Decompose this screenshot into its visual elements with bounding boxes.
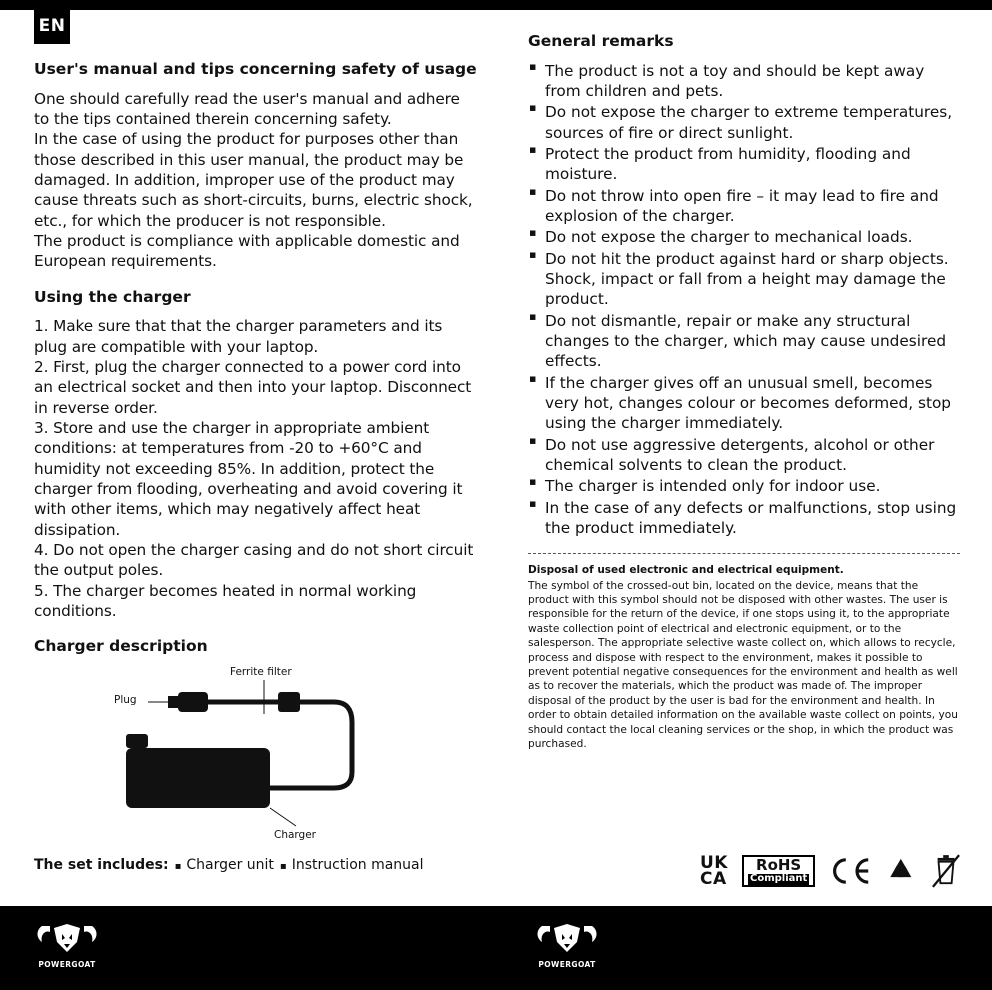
list-item: ▪ In the case of any defects or malfunctions, stop using the product immediately. [528,498,960,539]
using-step: 4. Do not open the charger casing and do not short circuit the output poles. [34,541,474,580]
list-item: ▪ Do not dismantle, repair or make any structural changes to the charger, which may cause undesired effects. [528,311,960,372]
ukca-line-1: UK [700,852,728,873]
general-remarks-list [528,61,960,539]
certification-marks [700,845,960,897]
disposal-text: The symbol of the crossed-out bin, located on the device, means that the product with this symbol should not be disposed with other wastes. The user is responsible for the return of the device, if one stops using it, to the appropriate waste collection point of electrical and electronic equipment, or to the salesperson. The appropriate selective waste collect on, which allows to recycle, process and dispose with respect to the environment, makes it possible to prevent potential negative consequences for the environment and health as well as to recover the materials, which the product was made of. The improper disposal of the product by the user is bad for the environment and health. In order to obtain detailed information on the available waste collect on points, you should contact the local cleaning services or the shop, in which the product was purchased. [528,579,958,750]
crossed-out-bin-icon [932,853,960,889]
section-divider [528,553,960,554]
ukca-mark [700,852,728,889]
using-charger-steps [34,316,479,621]
diagram-label-plug: Plug [114,694,137,707]
list-item: ▪ Do not throw into open fire – it may lead to fire and explosion of the charger. [528,186,960,227]
brand-name: POWERGOAT [538,960,596,969]
rohs-line-2: Compliant [749,873,808,885]
list-item: ▪ Do not expose the charger to mechanical loads. [528,227,960,247]
list-item: ▪ Do not use aggressive detergents, alcohol or other chemical solvents to clean the product. [528,435,960,476]
rohs-line-1: RoHS [756,856,802,875]
ukca-line-2: CA [700,869,727,889]
diagram-label-ferrite-filter: Ferrite filter [230,666,292,679]
recycle-icon [884,855,918,887]
manual-paragraph: One should carefully read the user's manual and adhere to the tips contained therein concerning safety. [34,89,460,128]
charger-diagram-svg [34,666,474,846]
charger-diagram [34,666,474,846]
general-remarks-title: General remarks [528,32,674,50]
list-item: ▪ Do not hit the product against hard or sharp objects. Shock, impact or fall from a height may damage the product. [528,249,960,310]
ce-mark-icon [829,855,870,887]
using-step: 1. Make sure that that the charger parameters and its plug are compatible with your laptop. [34,317,443,356]
manual-paragraph: In the case of using the product for purposes other than those described in this user manual, the product may be damaged. In addition, improper use of the product may cause threats such as short-circuits, burns, electric shock, etc., for which the producer is not responsible. [34,130,473,230]
list-item: ▪ If the charger gives off an unusual smell, becomes very hot, changes colour or becomes deformed, stop using the charger immediately. [528,373,960,434]
using-charger-title: Using the charger [34,287,191,306]
set-includes-label: The set includes: [34,857,169,873]
footer-logo-left [32,920,102,976]
left-column [34,60,479,846]
list-item: ▪ Protect the product from humidity, flooding and moisture. [528,144,960,185]
using-step: 5. The charger becomes heated in normal working conditions. [34,581,417,621]
using-step: 3. Store and use the charger in appropriate ambient conditions: at temperatures from -20 to +60°C and humidity not exceeding 85%. In addition, protect the charger from flooding, overheating and avoid covering it with other items, which may negatively affect heat dissipation. [34,419,463,539]
rohs-mark [742,855,815,886]
set-includes [34,857,424,873]
goat-head-icon [532,920,602,958]
right-column [528,32,960,751]
charger-description-title: Charger description [34,637,208,656]
manual-paragraph: The product is compliance with applicable domestic and European requirements. [34,232,460,271]
set-includes-item: ▪ Charger unit [169,857,274,873]
top-black-bar [0,0,992,10]
diagram-label-charger: Charger [274,829,316,842]
manual-title: User's manual and tips concerning safety of usage [34,60,477,78]
language-badge: EN [34,8,70,44]
list-item: ▪ The charger is intended only for indoor use. [528,476,960,496]
list-item: ▪ Do not expose the charger to extreme temperatures, sources of fire or direct sunlight. [528,102,960,143]
manual-intro [34,89,479,272]
set-includes-item: ▪ Instruction manual [274,857,424,873]
brand-name: POWERGOAT [38,960,96,969]
goat-head-icon [32,920,102,958]
list-item: ▪ The product is not a toy and should be kept away from children and pets. [528,61,960,102]
disposal-title: Disposal of used electronic and electrical equipment. [528,563,844,576]
using-step: 2. First, plug the charger connected to a power cord into an electrical socket and then into your laptop. Disconnect in reverse order. [34,357,472,417]
bottom-black-bar [0,906,992,990]
footer-logo-center [532,920,602,976]
